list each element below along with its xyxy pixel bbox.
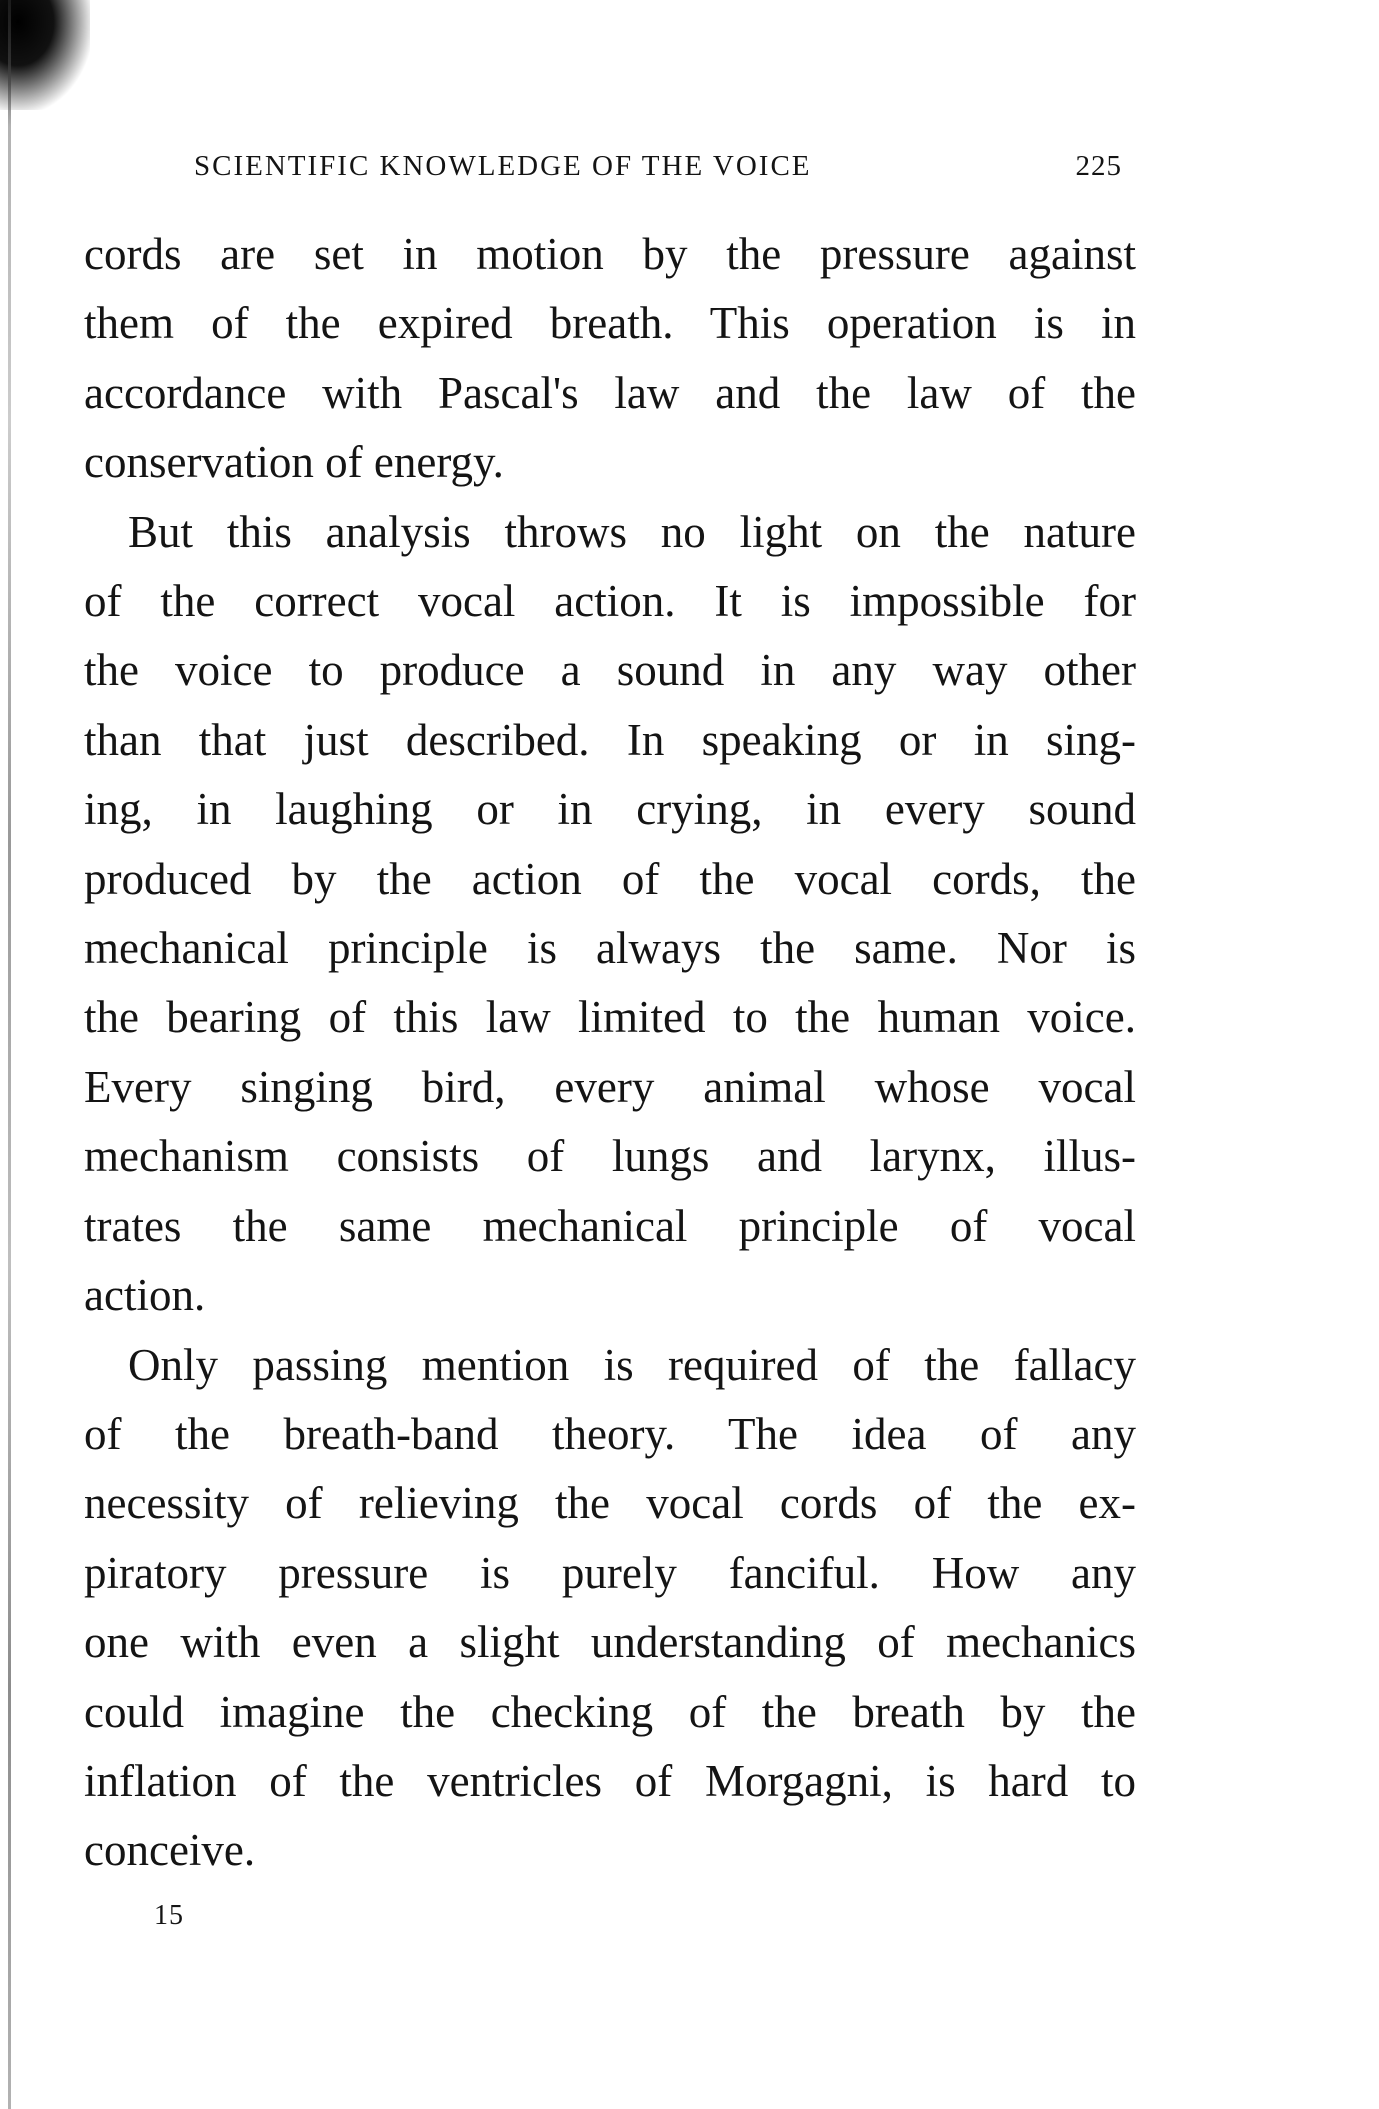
text-line: of the breath-band theory. The idea of any	[84, 1408, 1136, 1459]
paragraph-3	[84, 1331, 1136, 1886]
text-line: But this analysis throws no light on the nature	[128, 506, 1136, 557]
text-line: produced by the action of the vocal cords, the	[84, 853, 1136, 904]
text-line: Only passing mention is required of the fallacy	[128, 1339, 1136, 1390]
text-line: them of the expired breath. This operation is in	[84, 298, 1136, 349]
text-line: one with even a slight understanding of mechanics	[84, 1617, 1136, 1668]
text-line: conservation of energy.	[84, 437, 504, 488]
text-line: ing, in laughing or in crying, in every sound	[84, 784, 1136, 835]
text-line: necessity of relieving the vocal cords of the ex-	[84, 1478, 1136, 1529]
text-line: the voice to produce a sound in any way other	[84, 645, 1136, 696]
text-line: could imagine the checking of the breath by the	[84, 1686, 1136, 1737]
text-line: mechanical principle is always the same. Nor is	[84, 923, 1136, 974]
binding-edge	[8, 0, 11, 2109]
text-line: cords are set in motion by the pressure against	[84, 229, 1136, 279]
text-line: than that just described. In speaking or in sing-	[84, 714, 1136, 765]
page-number: 225	[1075, 150, 1122, 182]
text-line: the bearing of this law limited to the human voice.	[84, 992, 1136, 1043]
running-head	[84, 150, 1136, 220]
text-line: trates the same mechanical principle of vocal	[84, 1200, 1136, 1251]
text-line: conceive.	[84, 1825, 256, 1876]
signature-mark: 15	[154, 1899, 184, 1931]
text-line: mechanism consists of lungs and larynx, illus-	[84, 1131, 1136, 1182]
text-line: piratory pressure is purely fanciful. How any	[84, 1547, 1136, 1598]
scan-corner-shadow	[0, 0, 90, 110]
paragraph-2	[84, 498, 1136, 1331]
text-line: inflation of the ventricles of Morgagni, is hard to	[84, 1755, 1136, 1806]
book-page	[84, 150, 1136, 1932]
text-line: accordance with Pascal's law and the law of the	[84, 367, 1136, 418]
text-line: action.	[84, 1270, 206, 1321]
text-line: Every singing bird, every animal whose vocal	[84, 1061, 1136, 1112]
running-head-title: SCIENTIFIC KNOWLEDGE OF THE VOICE	[194, 150, 812, 182]
text-line: of the correct vocal action. It is impossible for	[84, 576, 1136, 627]
paragraph-1	[84, 220, 1136, 498]
